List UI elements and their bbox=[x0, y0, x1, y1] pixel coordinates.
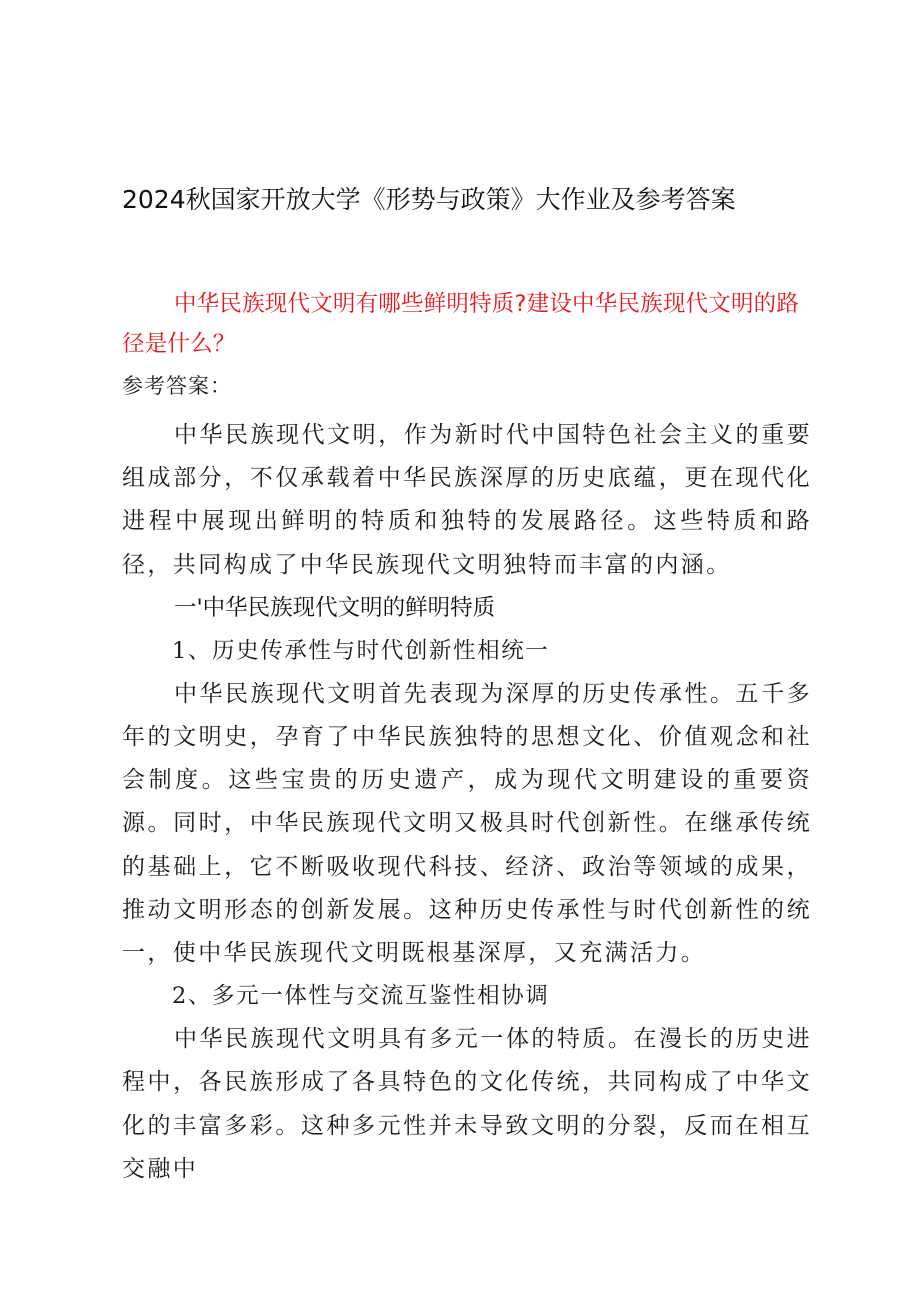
point-2-paragraph: 中华民族现代文明具有多元一体的特质。在漫长的历史进程中，各民族形成了各具特色的文化传统，共同构成了中华文化的丰富多彩。这种多元性并未导致文明的分裂，反而在相互交融中 bbox=[122, 1026, 812, 1182]
section-heading: 一'中华民族现代文明的鲜明特质 bbox=[174, 594, 496, 621]
point-2-title: 2、多元一体性与交流互鉴性相协调 bbox=[172, 983, 550, 1010]
point-1-title: 1、历史传承性与时代创新性相统一 bbox=[172, 637, 550, 664]
answer-body bbox=[122, 366, 812, 1191]
question-text: 中华民族现代文明有哪些鲜明特质?建设中华民族现代文明的路径是什么？ bbox=[122, 291, 800, 357]
answer-label: 参考答案： bbox=[122, 374, 232, 398]
document-title: 2024秋国家开放大学《形势与政策》大作业及参考答案 bbox=[122, 185, 736, 214]
intro-paragraph: 中华民族现代文明，作为新时代中国特色社会主义的重要组成部分，不仅承载着中华民族深厚的历史底蕴，更在现代化进程中展现出鲜明的特质和独特的发展路径。这些特质和路径，共同构成了中华民族现代文明独特而丰富的内涵。 bbox=[122, 422, 812, 578]
point-1-paragraph: 中华民族现代文明首先表现为深厚的历史传承性。五千多年的文明史，孕育了中华民族独特的思想文化、价值观念和社会制度。这些宝贵的历史遗产，成为现代文明建设的重要资源。同时，中华民族现代文明又极具时代创新性。在继承传统的基础上，它不断吸收现代科技、经济、政治等领域的成果，推动文明形态的创新发展。这种历史传承性与时代创新性的统一，使中华民族现代文明既根基深厚，又充满活力。 bbox=[122, 680, 812, 967]
